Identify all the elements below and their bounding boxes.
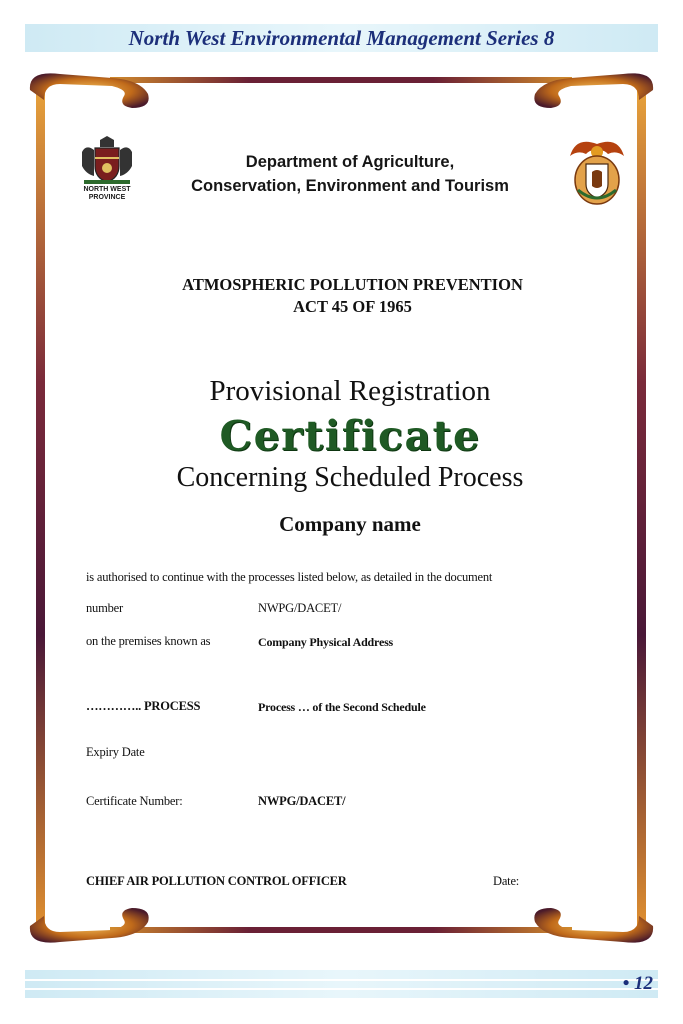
process-value: Process … of the Second Schedule <box>258 700 426 714</box>
certificate-subheading: Concerning Scheduled Process <box>176 462 524 493</box>
logo-caption-line1: NORTH WEST <box>83 186 131 193</box>
certificate-number-label: Certificate Number: <box>86 794 183 808</box>
date-label: Date: <box>493 874 520 888</box>
coat-of-arms-icon <box>566 134 628 206</box>
expiry-date-label: Expiry Date <box>86 745 145 759</box>
logo-caption-line2: PROVINCE <box>88 194 126 201</box>
north-west-province-logo <box>74 136 140 208</box>
certificate-title: Certificate <box>219 412 481 460</box>
act-line1: ATMOSPHERIC POLLUTION PREVENTION <box>182 275 523 294</box>
authorisation-statement: is authorised to continue with the processes listed below, as detailed in the document <box>86 570 493 584</box>
department-line2: Conservation, Environment and Tourism <box>191 177 509 195</box>
department-line1: Department of Agriculture, <box>245 153 455 171</box>
act-title <box>120 274 585 318</box>
logo-caption <box>74 186 140 202</box>
document-number-value: NWPG/DACET/ <box>258 601 342 615</box>
premises-label: on the premises known as <box>86 634 211 648</box>
premises-value: Company Physical Address <box>258 635 394 649</box>
national-coat-of-arms-logo <box>566 134 628 211</box>
corner-flourish-bottom-left <box>30 908 149 943</box>
document-number-label: number <box>86 601 123 615</box>
act-line2: ACT 45 OF 1965 <box>293 297 412 316</box>
footer-bar <box>25 970 658 998</box>
certificate-number-value: NWPG/DACET/ <box>258 794 346 808</box>
company-name: Company name <box>279 512 421 536</box>
series-title: North West Environmental Management Series 8 <box>128 26 555 50</box>
chief-officer-signature-line: CHIEF AIR POLLUTION CONTROL OFFICER <box>86 874 347 888</box>
department-name <box>140 150 560 198</box>
coat-of-arms-icon <box>74 136 140 186</box>
process-label: ………….. PROCESS <box>86 699 201 713</box>
certificate-heading: Provisional Registration <box>209 375 491 407</box>
page-number: • 12 <box>622 973 653 994</box>
corner-flourish-bottom-right <box>534 908 653 943</box>
